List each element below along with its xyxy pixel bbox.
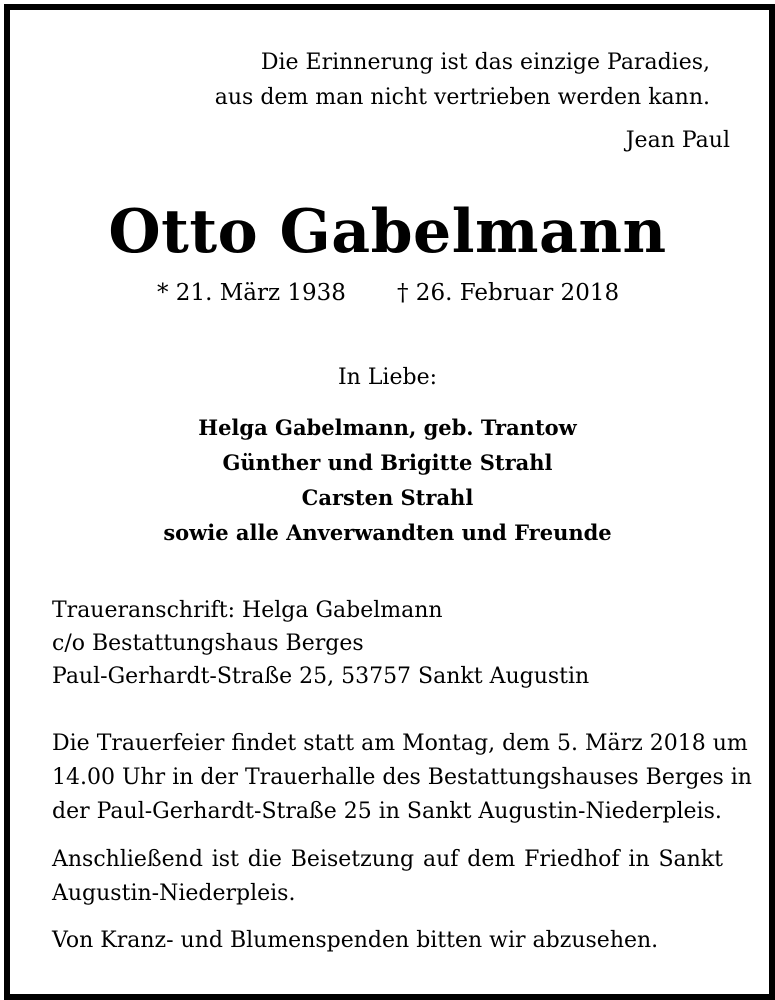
mourners-list	[0, 410, 775, 550]
mourners-intro: In Liebe:	[337, 365, 438, 390]
deceased-name: Otto Gabelmann	[108, 197, 667, 267]
ceremony-line: der Paul-Gerhardt-Straße 25 in Sankt Augustin-Niederpleis.	[52, 799, 722, 824]
birth-date: * 21. März 1938	[157, 280, 346, 306]
quote-author: Jean Paul	[625, 128, 730, 153]
quote	[0, 45, 710, 115]
address-line: Paul-Gerhardt-Straße 25, 53757 Sankt Augustin	[52, 664, 590, 689]
mourner-name: Helga Gabelmann, geb. Trantow	[198, 415, 577, 440]
mourner-name: sowie alle Anverwandten und Freunde	[163, 520, 612, 545]
burial-paragraph	[52, 843, 723, 911]
address-line: Traueranschrift: Helga Gabelmann	[52, 598, 443, 623]
death-date: † 26. Februar 2018	[397, 280, 620, 306]
ceremony-line: Die Trauerfeier findet statt am Montag, dem 5. März 2018 um	[52, 731, 748, 756]
ceremony-paragraph	[52, 727, 752, 829]
quote-line: Die Erinnerung ist das einzige Paradies,	[260, 50, 710, 75]
burial-line: Anschließend ist die Beisetzung auf dem Friedhof in Sankt	[52, 847, 723, 872]
quote-line: aus dem man nicht vertrieben werden kann.	[214, 85, 710, 110]
mourning-address	[52, 594, 589, 693]
burial-line: Augustin-Niederpleis.	[52, 881, 296, 906]
mourner-name: Günther und Brigitte Strahl	[222, 450, 553, 475]
address-line: c/o Bestattungshaus Berges	[52, 631, 364, 656]
mourner-name: Carsten Strahl	[301, 485, 474, 510]
flowers-line: Von Kranz- und Blumenspenden bitten wir abzusehen.	[52, 928, 659, 953]
flowers-note	[52, 924, 723, 958]
ceremony-line: 14.00 Uhr in der Trauerhalle des Bestattungshauses Berges in	[52, 765, 752, 790]
